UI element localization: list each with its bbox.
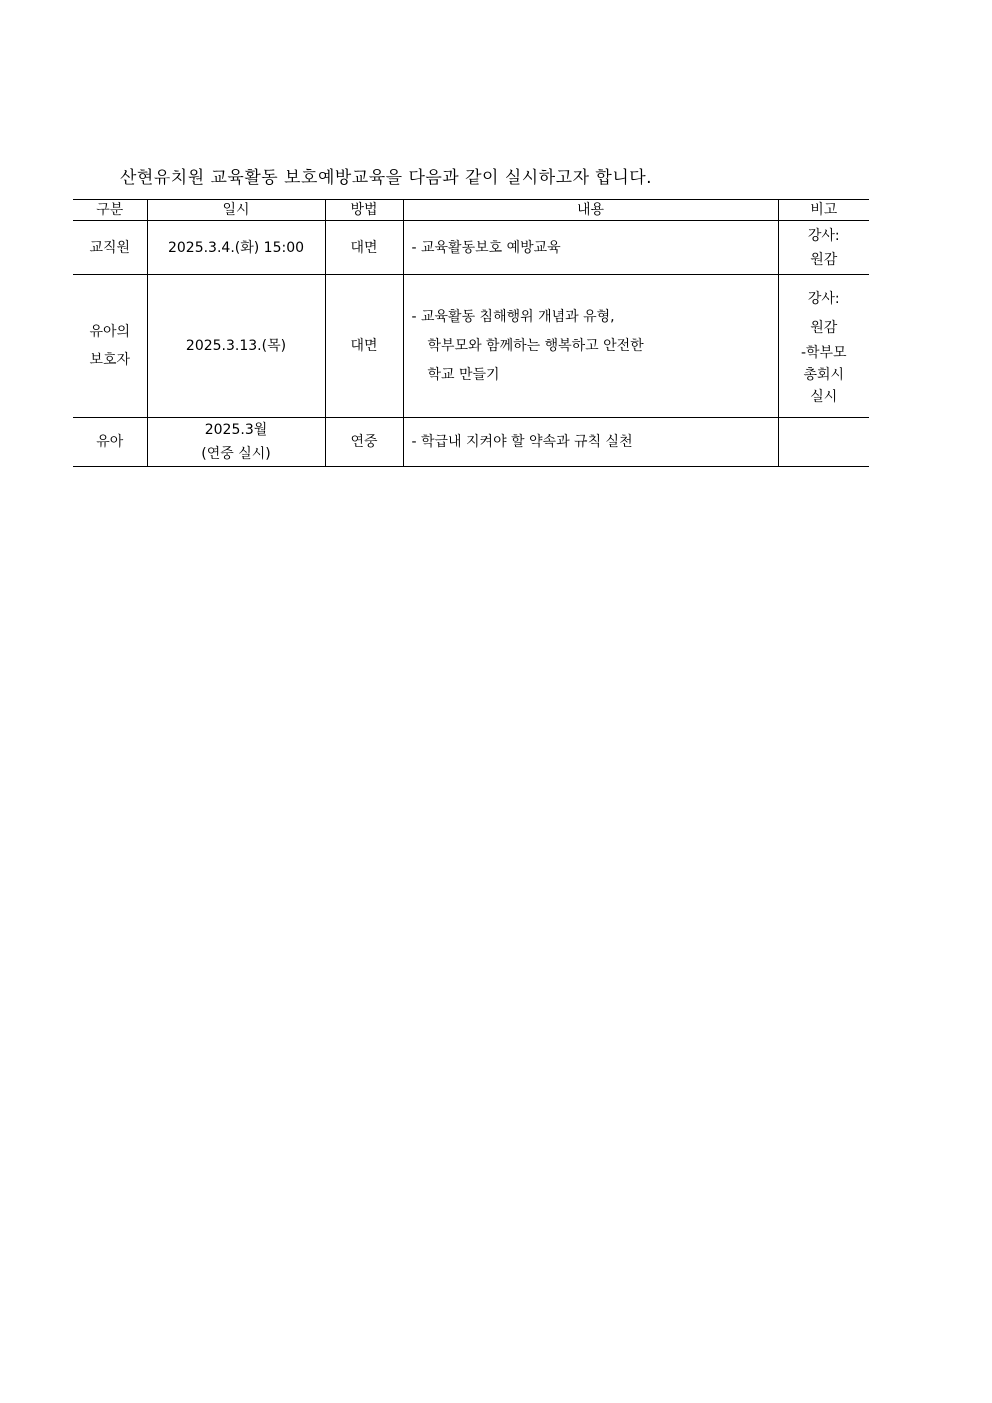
row-note: [778, 418, 869, 467]
method-text: 연중: [350, 434, 378, 450]
header-content: 내용: [403, 200, 778, 221]
note-line: 총회시: [803, 367, 845, 383]
row-category: [73, 418, 147, 467]
note-line: 강사:: [807, 227, 840, 244]
method-text: 대면: [350, 338, 378, 354]
category-text: 보호자: [89, 352, 131, 368]
category-text: 유아의: [89, 324, 131, 340]
table-header-row: [73, 200, 869, 221]
note-line: 원감: [810, 320, 838, 336]
row-date: [147, 221, 325, 275]
note-line: 강사:: [807, 291, 840, 307]
table-row: [73, 418, 869, 467]
note-line: 원감: [810, 251, 838, 268]
note-line: 실시: [810, 389, 838, 405]
category-text: 교직원: [89, 239, 131, 256]
row-method: [325, 221, 403, 275]
intro-text: 산현유치원 교육활동 보호예방교육을 다음과 같이 실시하고자 합니다.: [120, 168, 653, 188]
table-row: [73, 221, 869, 275]
date-text: 2025.3.13.(목): [185, 338, 287, 354]
content-line: 학교 만들기: [427, 366, 500, 383]
education-plan-table: [73, 199, 869, 467]
content-line: - 교육활동 침해행위 개념과 유형,: [411, 308, 615, 325]
header-date: 일시: [147, 200, 325, 221]
row-content: [403, 275, 778, 418]
date-text: 2025.3월: [204, 422, 268, 438]
header-category: 구분: [73, 200, 147, 221]
header-method: 방법: [325, 200, 403, 221]
category-text: 유아: [96, 434, 124, 450]
row-method: [325, 418, 403, 467]
row-note: [778, 221, 869, 275]
row-category: [73, 275, 147, 418]
table-row: [73, 275, 869, 418]
note-line: -학부모: [800, 345, 847, 361]
row-method: [325, 275, 403, 418]
date-text: (연중 실시): [201, 446, 271, 462]
row-category: [73, 221, 147, 275]
row-date: [147, 418, 325, 467]
content-line: 학부모와 함께하는 행복하고 안전한: [427, 337, 644, 354]
row-content: [403, 221, 778, 275]
row-date: [147, 275, 325, 418]
content-line: - 교육활동보호 예방교육: [411, 239, 561, 256]
header-note: 비고: [778, 200, 869, 221]
row-note: [778, 275, 869, 418]
date-text: 2025.3.4.(화) 15:00: [167, 239, 305, 256]
row-content: [403, 418, 778, 467]
content-line: - 학급내 지켜야 할 약속과 규칙 실천: [411, 434, 633, 450]
method-text: 대면: [350, 239, 378, 256]
